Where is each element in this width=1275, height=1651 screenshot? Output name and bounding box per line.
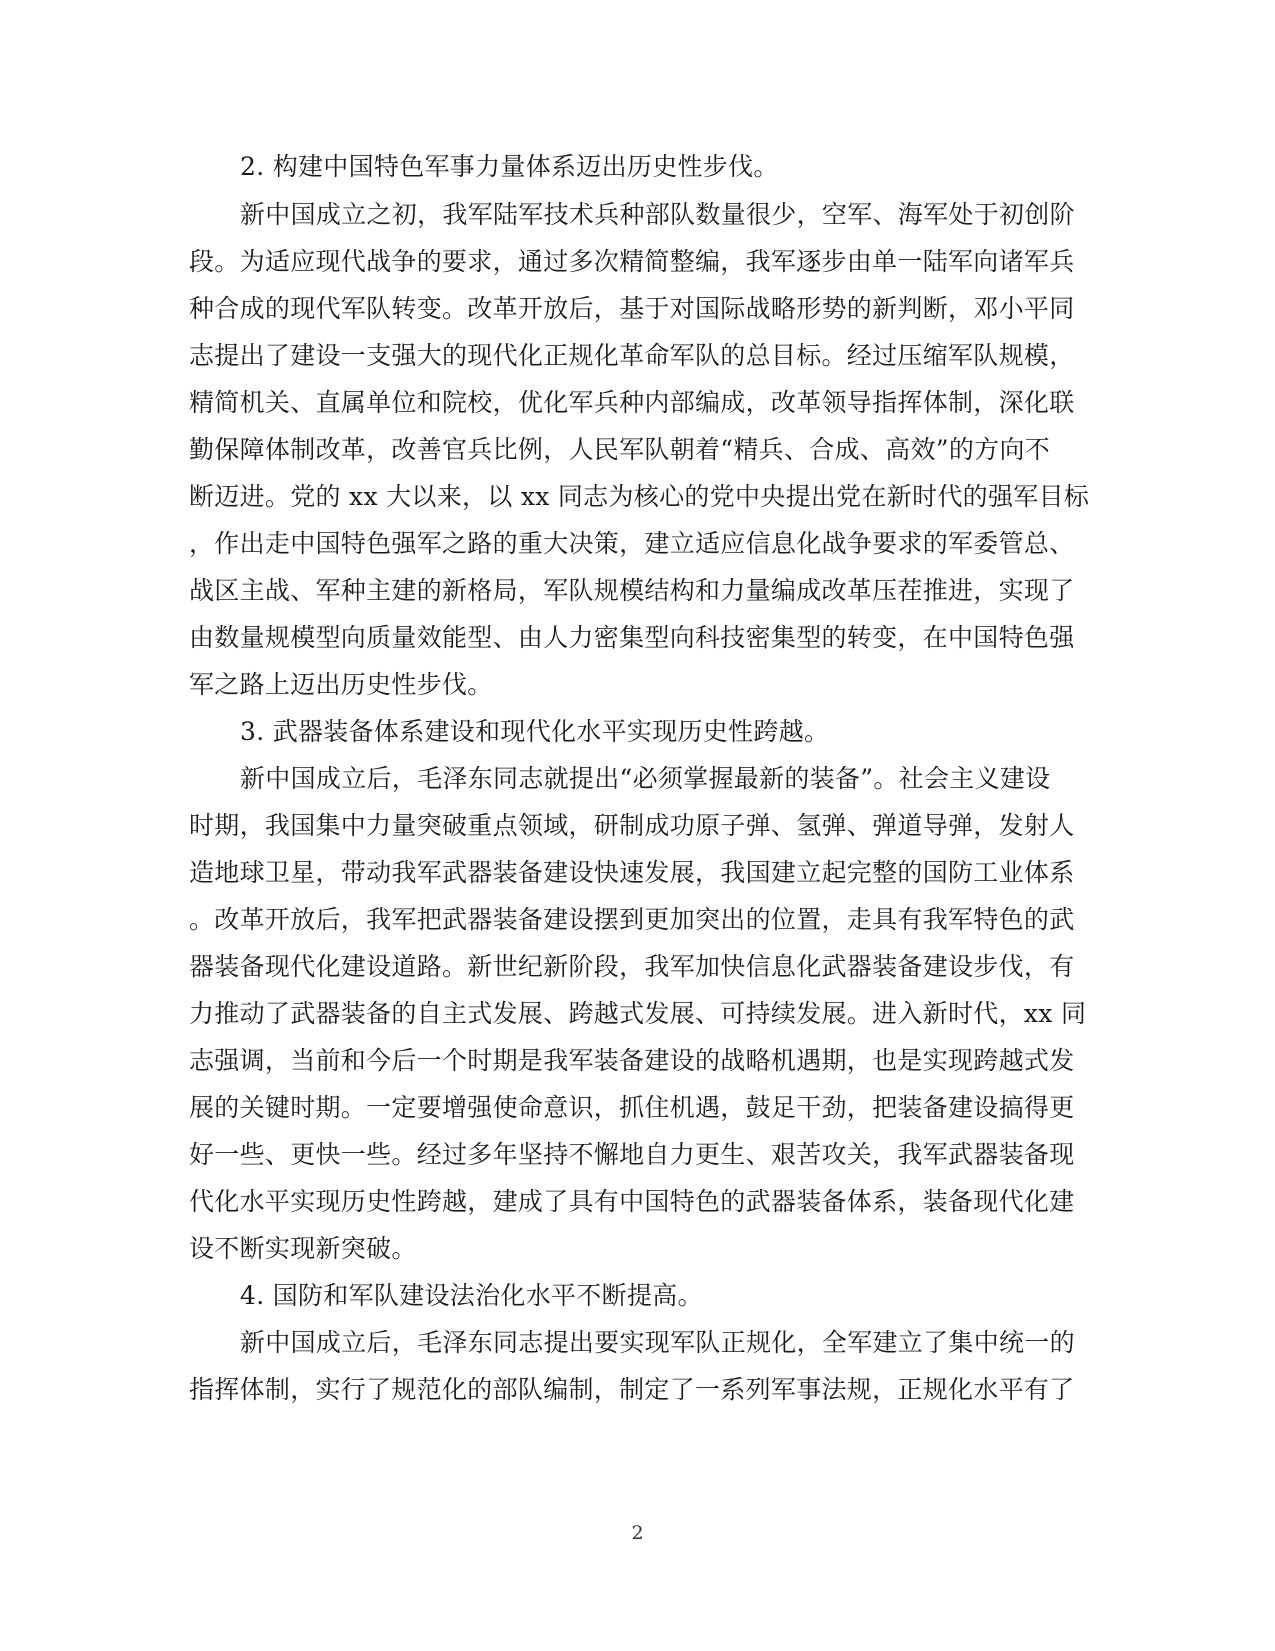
paragraph-line: 断迈进。党的 xx 大以来，以 xx 同志为核心的党中央提出党在新时代的强军目标 (189, 482, 1090, 511)
paragraph-line: 力推动了武器装备的自主式发展、跨越式发展、可持续发展。进入新时代，xx 同 (189, 999, 1087, 1028)
paragraph-line: 器装备现代化建设道路。新世纪新阶段，我军加快信息化武器装备建设步伐，有 (189, 952, 1075, 981)
paragraph-line: 志强调，当前和今后一个时期是我军装备建设的战略机遇期，也是实现跨越式发 (189, 1046, 1075, 1075)
paragraph-line: 时期，我国集中力量突破重点领域，研制成功原子弹、氢弹、弹道导弹，发射人 (189, 811, 1075, 840)
section-heading: 3. 武器装备体系建设和现代化水平实现历史性跨越。 (240, 717, 830, 746)
paragraph-line: 精简机关、直属单位和院校，优化军兵种内部编成，改革领导指挥体制，深化联 (189, 388, 1075, 417)
paragraph-line: 战区主战、军种主建的新格局，军队规模结构和力量编成改革压茬推进，实现了 (189, 576, 1075, 605)
paragraph-line: 新中国成立后，毛泽东同志就提出“必须掌握最新的装备”。社会主义建设 (240, 764, 1051, 793)
paragraph-line: 代化水平实现历史性跨越，建成了具有中国特色的武器装备体系，装备现代化建 (189, 1187, 1075, 1216)
paragraph-line: 段。为适应现代战争的要求，通过多次精简整编，我军逐步由单一陆军向诸军兵 (189, 247, 1075, 276)
paragraph-line: 展的关键时期。一定要增强使命意识，抓住机遇，鼓足干劲，把装备建设搞得更 (189, 1093, 1075, 1122)
paragraph-line: 新中国成立后，毛泽东同志提出要实现军队正规化，全军建立了集中统一的 (240, 1328, 1075, 1357)
paragraph-line: 。改革开放后，我军把武器装备建设摆到更加突出的位置，走具有我军特色的武 (189, 905, 1075, 934)
paragraph-line: 好一些、更快一些。经过多年坚持不懈地自力更生、艰苦攻关，我军武器装备现 (189, 1140, 1075, 1169)
paragraph-line: 由数量规模型向质量效能型、由人力密集型向科技密集型的转变，在中国特色强 (189, 623, 1075, 652)
paragraph-line: 种合成的现代军队转变。改革开放后，基于对国际战略形势的新判断，邓小平同 (189, 294, 1075, 323)
paragraph-line: 军之路上迈出历史性步伐。 (189, 670, 493, 699)
paragraph-line: 勤保障体制改革，改善官兵比例，人民军队朝着“精兵、合成、高效”的方向不 (189, 435, 1051, 464)
paragraph-line: 指挥体制，实行了规范化的部队编制，制定了一系列军事法规，正规化水平有了 (189, 1375, 1075, 1404)
section-heading: 2. 构建中国特色军事力量体系迈出历史性步伐。 (240, 152, 779, 181)
paragraph-line: 设不断实现新突破。 (189, 1234, 417, 1263)
paragraph-line: 志提出了建设一支强大的现代化正规化革命军队的总目标。经过压缩军队规模， (189, 341, 1075, 370)
paragraph-line: 新中国成立之初，我军陆军技术兵种部队数量很少，空军、海军处于初创阶 (240, 200, 1075, 229)
paragraph-line: ，作出走中国特色强军之路的重大决策，建立适应信息化战争要求的军委管总、 (189, 529, 1075, 558)
paragraph-line: 造地球卫星，带动我军武器装备建设快速发展，我国建立起完整的国防工业体系 (189, 858, 1075, 887)
page-number: 2 (631, 1522, 644, 1544)
section-heading: 4. 国防和军队建设法治化水平不断提高。 (240, 1281, 703, 1310)
